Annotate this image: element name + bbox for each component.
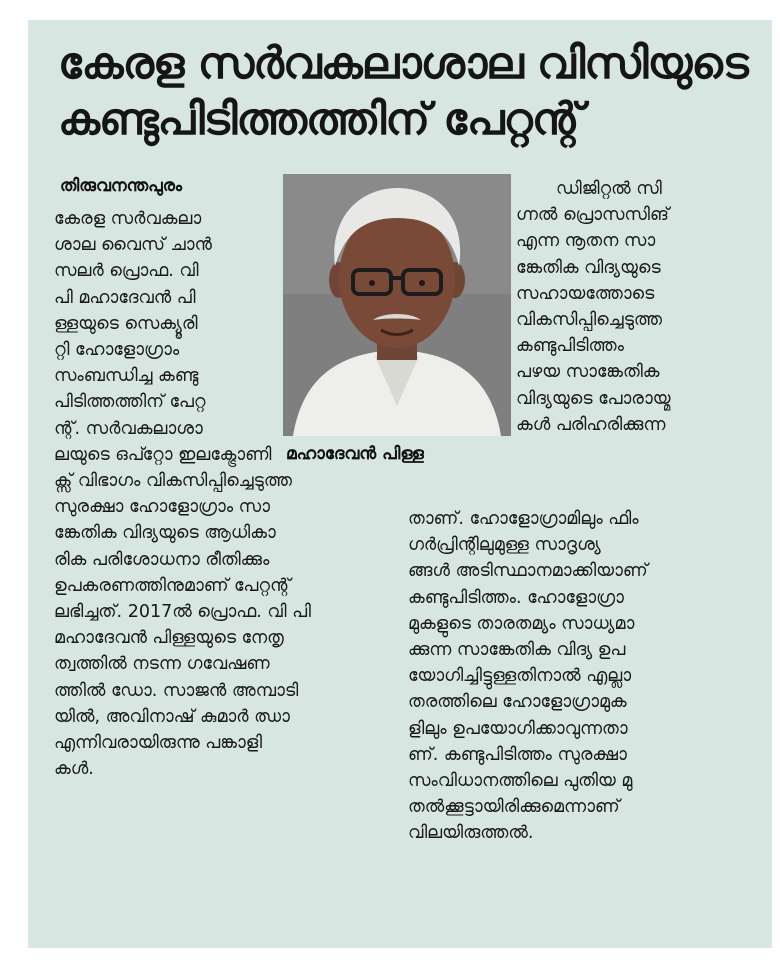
body-line: ങ്കേതിക വിദ്യയുടെ [516,257,661,278]
body-line: രിക പരിശോധനാ രീതിക്കും [54,549,270,570]
headline-line-2: കണ്ടുപിടിത്തത്തിന് പേറ്റന്റ് [58,94,583,145]
article-column-right-bottom [408,506,758,847]
body-line: വികസിപ്പിച്ചെടുത്ത [516,310,663,331]
body-line: കേരള സർവകലാ [54,209,202,229]
body-line: മുകളുടെ താരതമ്യം സാധ്യമാ [408,613,635,634]
body-line: ലയുടെ ഒപ്റ്റോ ഇലക്ട്രോണി [54,444,272,465]
body-line: എന്ന നൂതന സാ [516,231,656,252]
body-line: സംവിധാനത്തിലെ പുതിയ മു [408,771,633,792]
portrait-photo-icon [283,174,511,436]
body-line: സഹായത്തോടെ [516,283,655,304]
body-line: ത്വത്തിൽ നടന്ന ഗവേഷണ [54,654,270,675]
body-line: യിൽ, അവിനാഷ് കുമാർ ഝാ [54,706,290,727]
body-line: ക്സ് വിഭാഗം വികസിപ്പിച്ചെടുത്ത [54,471,292,492]
body-line: ന്റ്. സർവകലാശാ [54,418,203,439]
body-line: ങ്ങൾ അടിസ്ഥാനമാക്കിയാണ് [408,561,648,582]
article-column-right-top [516,176,746,438]
body-line: സലർ പ്രൊഫ. വി [54,261,199,282]
body-line: ങ്കേതിക വിദ്യയുടെ ആധികാ [54,523,276,544]
photo-caption: മഹാദേവൻ പിള്ള [286,444,424,464]
body-line: കൾ. [54,759,94,780]
body-line: ഡിജിറ്റൽ സി [556,179,662,199]
body-line: താണ്. ഹോളോഗ്രാമിലും ഫിം [408,509,639,529]
body-line: പഴയ സാങ്കേതിക [516,362,660,383]
body-line: ളിലും ഉപയോഗിക്കാവുന്നതാ [408,718,628,739]
body-line: തൽക്കൂട്ടായിരിക്കുമെന്നാണ് [408,797,620,818]
body-line: പി മഹാദേവൻ പി [54,287,196,308]
body-line: ത്തിൽ ഡോ. സാജൻ അമ്പാടി [54,680,299,701]
body-line: വിലയിരുത്തൽ. [408,823,534,844]
body-line: കണ്ടുപിടിത്തം [516,336,624,357]
body-line: മഹാദേവൻ പിള്ളയുടെ നേതൃ [54,628,284,649]
body-line: ഗർപ്രിന്റിലുമുള്ള സാദൃശ്യ [408,535,601,556]
body-line: സംബന്ധിച്ച കണ്ടു [54,366,199,387]
body-line: ശാല വൈസ് ചാൻ [54,235,212,256]
body-line: ഉപകരണത്തിനുമാണ് പേറ്റന്റ് [54,575,291,596]
news-clipping [28,20,772,948]
body-line: റ്റി ഹോളോഗ്രാം [54,340,180,361]
dateline: തിരുവനന്തപുരം [60,176,182,196]
body-line: ണ്. കണ്ടുപിടിത്തം സുരക്ഷാ [408,744,627,765]
body-line: ലഭിച്ചത്. 2017ൽ പ്രൊഫ. വി പി [54,602,311,623]
body-line: കണ്ടുപിടിത്തം. ഹോളോഗ്രാ [408,587,624,608]
body-line: സുരക്ഷാ ഹോളോഗ്രാം സാ [54,497,270,518]
headline-line-1: കേരള സർവകലാശാല വിസിയുടെ [58,38,748,89]
body-line: വിദ്യയുടെ പോരായ്മ [516,388,671,409]
body-line: കൾ പരിഹരിക്കുന്ന [516,414,666,435]
body-line: ള്ളയുടെ സെക്യൂരി [54,313,198,334]
headline [58,36,758,148]
body-line: ക്കുന്ന സാങ്കേതിക വിദ്യ ഉപ [408,640,626,661]
body-line: പിടിത്തത്തിന് പേറ്റ [54,392,206,413]
portrait-photo [283,174,511,436]
body-line: തരത്തിലെ ഹോളോഗ്രാമുക [408,692,627,713]
body-line: ഗ്നൽ പ്രൊസസിങ് [516,205,670,226]
body-line: എന്നിവരായിരുന്നു പങ്കാളി [54,733,263,754]
body-line: യോഗിച്ചിട്ടുള്ളതിനാൽ എല്ലാ [408,666,632,687]
